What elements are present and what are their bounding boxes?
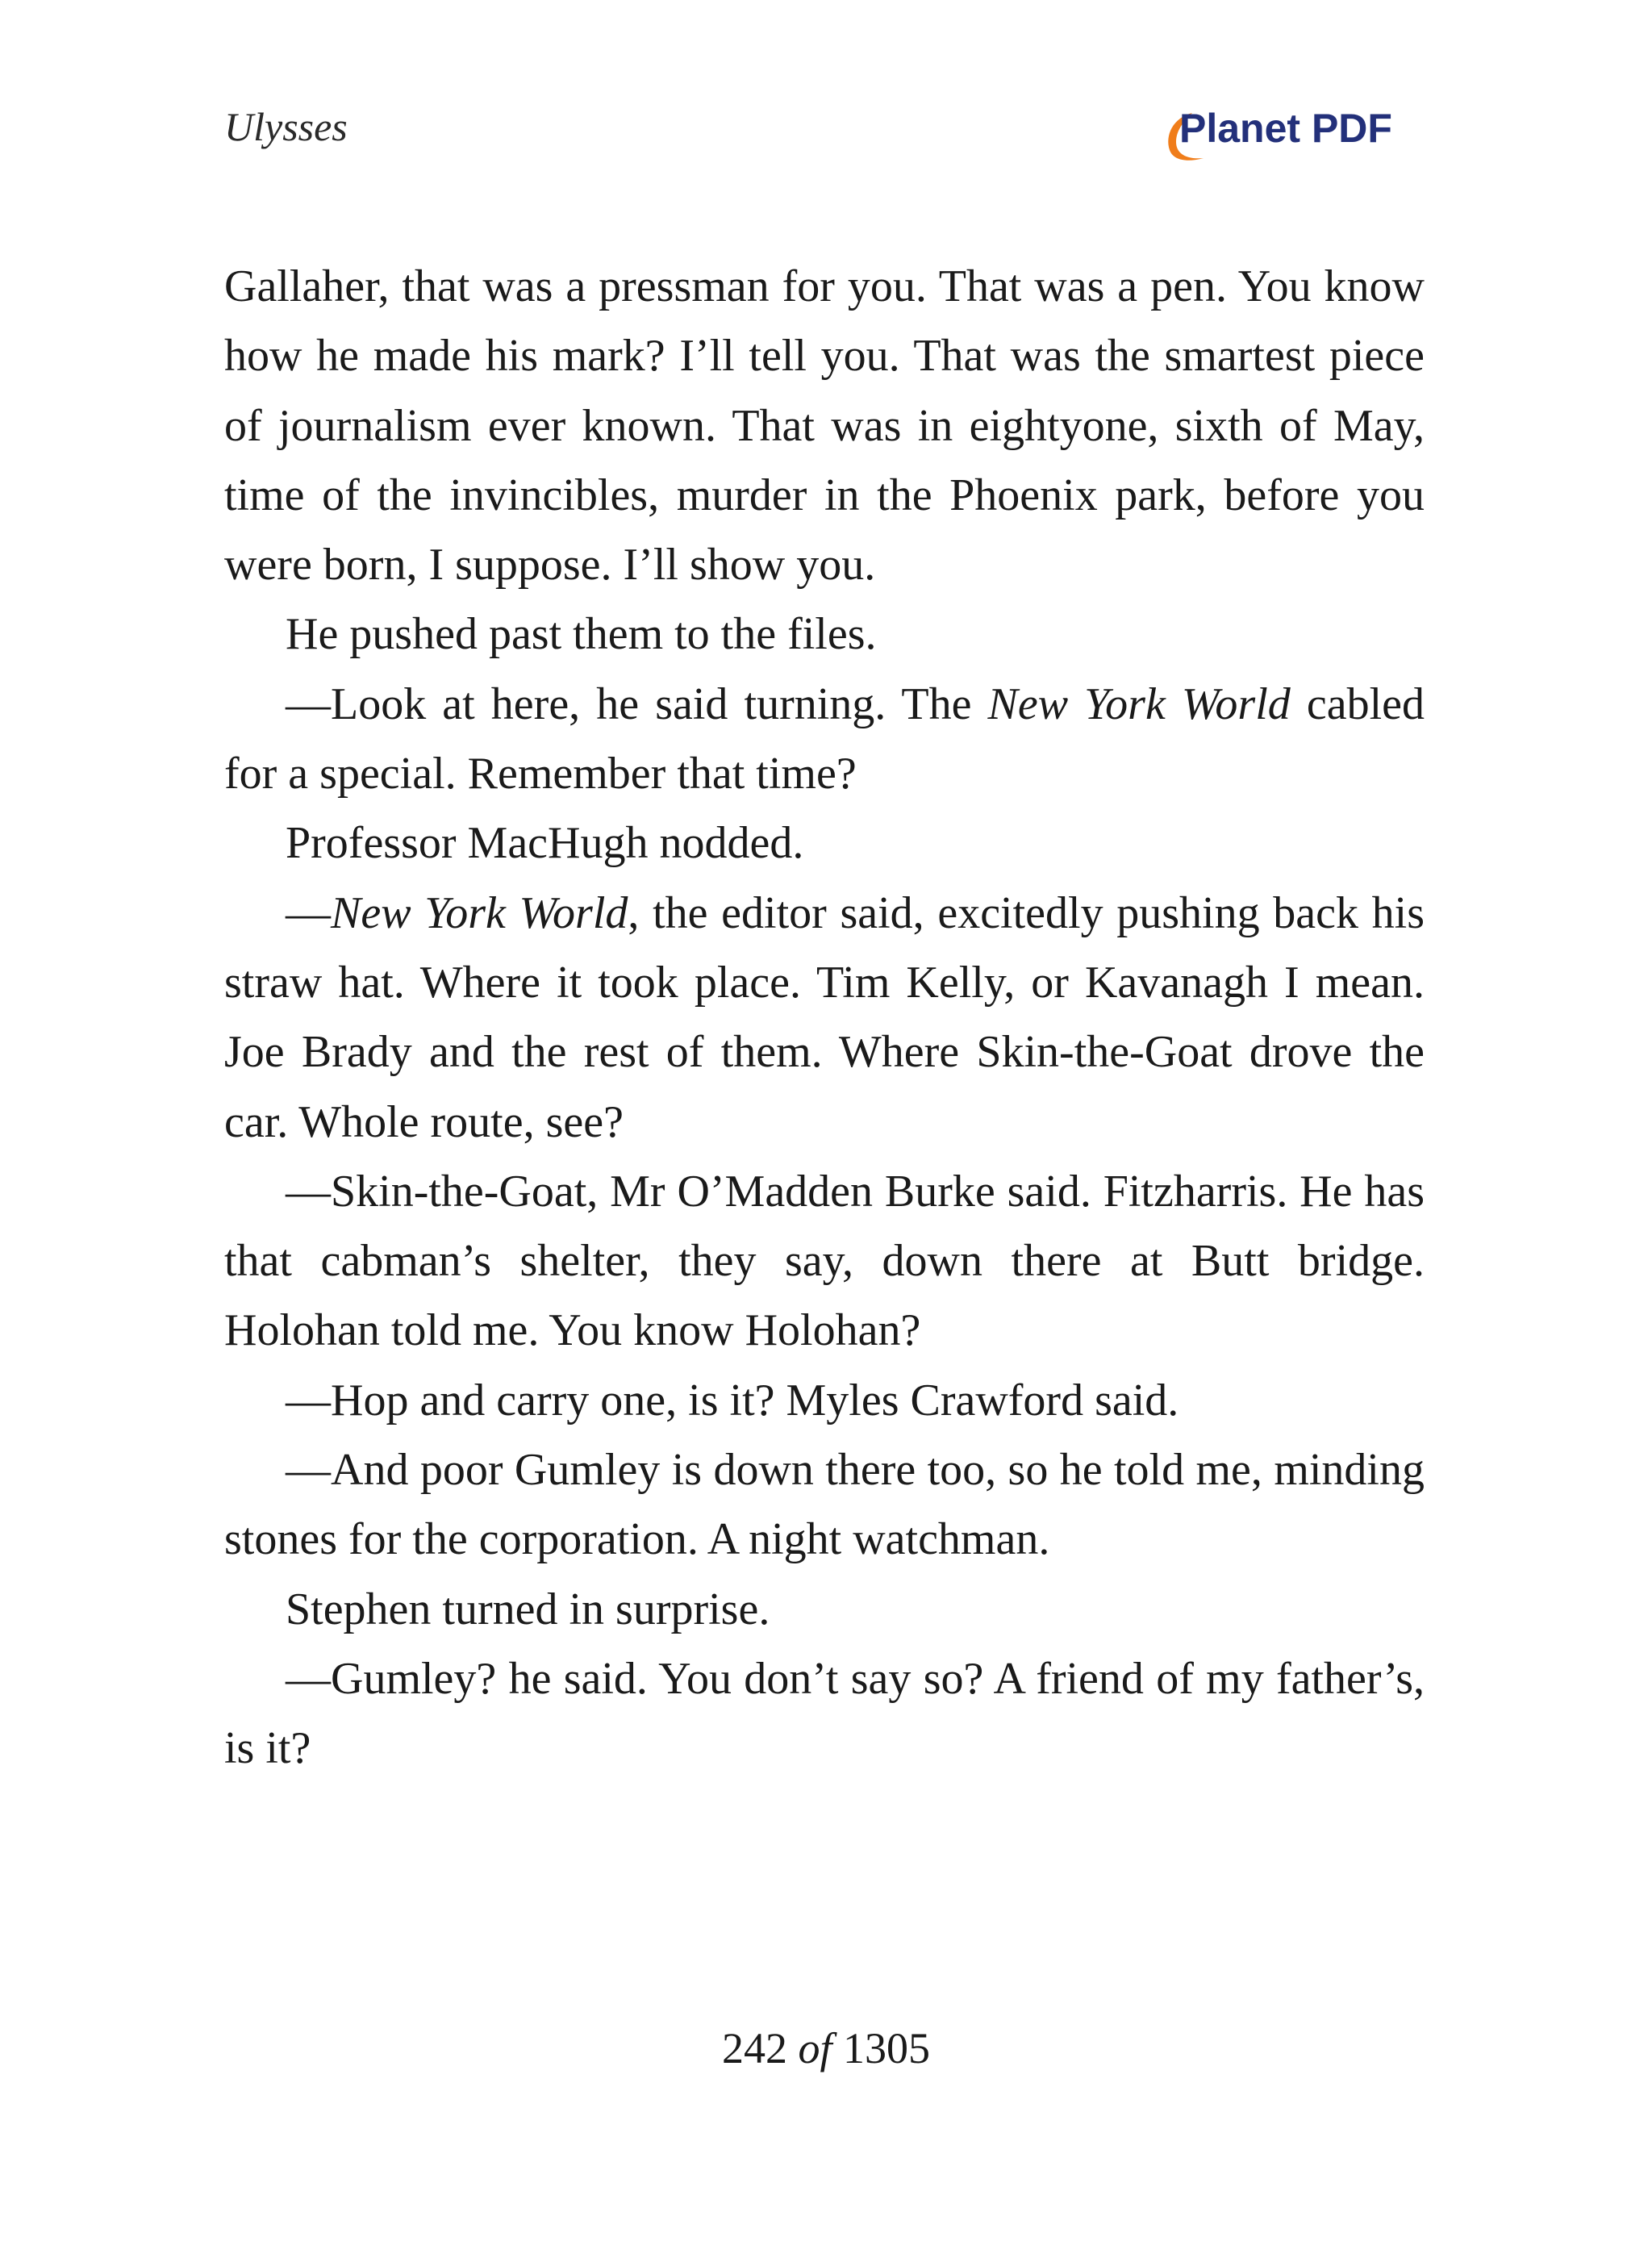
page-body bbox=[224, 252, 1425, 1784]
paragraph bbox=[224, 879, 1425, 1157]
page-current: 242 bbox=[721, 2024, 787, 2072]
text-run: He pushed past them to the files. bbox=[286, 609, 877, 660]
paragraph bbox=[224, 1435, 1425, 1575]
paragraph bbox=[224, 1575, 1425, 1644]
paragraph bbox=[224, 1644, 1425, 1784]
planet-pdf-logo bbox=[1162, 103, 1420, 166]
paragraph bbox=[224, 670, 1425, 809]
text-run: —Gumley? he said. You don’t say so? A friend of my father’s, is it? bbox=[224, 1653, 1425, 1774]
paragraph bbox=[224, 599, 1425, 669]
text-run: Stephen turned in surprise. bbox=[286, 1584, 770, 1634]
text-run: —Hop and carry one, is it? Myles Crawford said. bbox=[286, 1375, 1179, 1425]
text-run: —Look at here, he said turning. The bbox=[286, 678, 988, 729]
text-run: —Skin-the-Goat, Mr O’Madden Burke said. Fitzharris. He has that cabman’s shelter, they say, down there at Butt bridge. Holohan told me. You know Holohan? bbox=[224, 1166, 1425, 1356]
page-total: 1305 bbox=[843, 2024, 930, 2072]
paragraph bbox=[224, 252, 1425, 599]
text-run: Professor MacHugh nodded. bbox=[286, 818, 804, 869]
paragraph bbox=[224, 808, 1425, 878]
text-run: — bbox=[286, 887, 331, 938]
italic-text: New York World bbox=[331, 887, 628, 938]
paragraph bbox=[224, 1366, 1425, 1435]
text-run: , the editor said, excitedly pushing back his straw hat. Where it took place. Tim Kelly, or Kavanagh I mean. Joe Brady and the rest of them. Where Skin-the-Goat drove the car. Whole route, see? bbox=[224, 887, 1425, 1147]
text-run: cabled for a special. Remember that time? bbox=[224, 678, 1425, 799]
book-title: Ulysses bbox=[224, 104, 348, 149]
text-run: Gallaher, that was a pressman for you. That was a pen. You know how he made his mark? I’ll tell you. That was the smartest piece of journalism ever known. That was in eightyone, sixth of May, time of the invincibles, murder in the Phoenix park, before you were born, I suppose. I’ll show you. bbox=[224, 261, 1425, 591]
page-of: of bbox=[798, 2024, 832, 2072]
italic-text: New York World bbox=[987, 678, 1291, 729]
page-number bbox=[0, 2024, 1652, 2072]
logo-text: Planet PDF bbox=[1179, 106, 1392, 151]
text-run: —And poor Gumley is down there too, so he told me, minding stones for the corporation. A night watchman. bbox=[224, 1445, 1425, 1565]
paragraph bbox=[224, 1157, 1425, 1366]
